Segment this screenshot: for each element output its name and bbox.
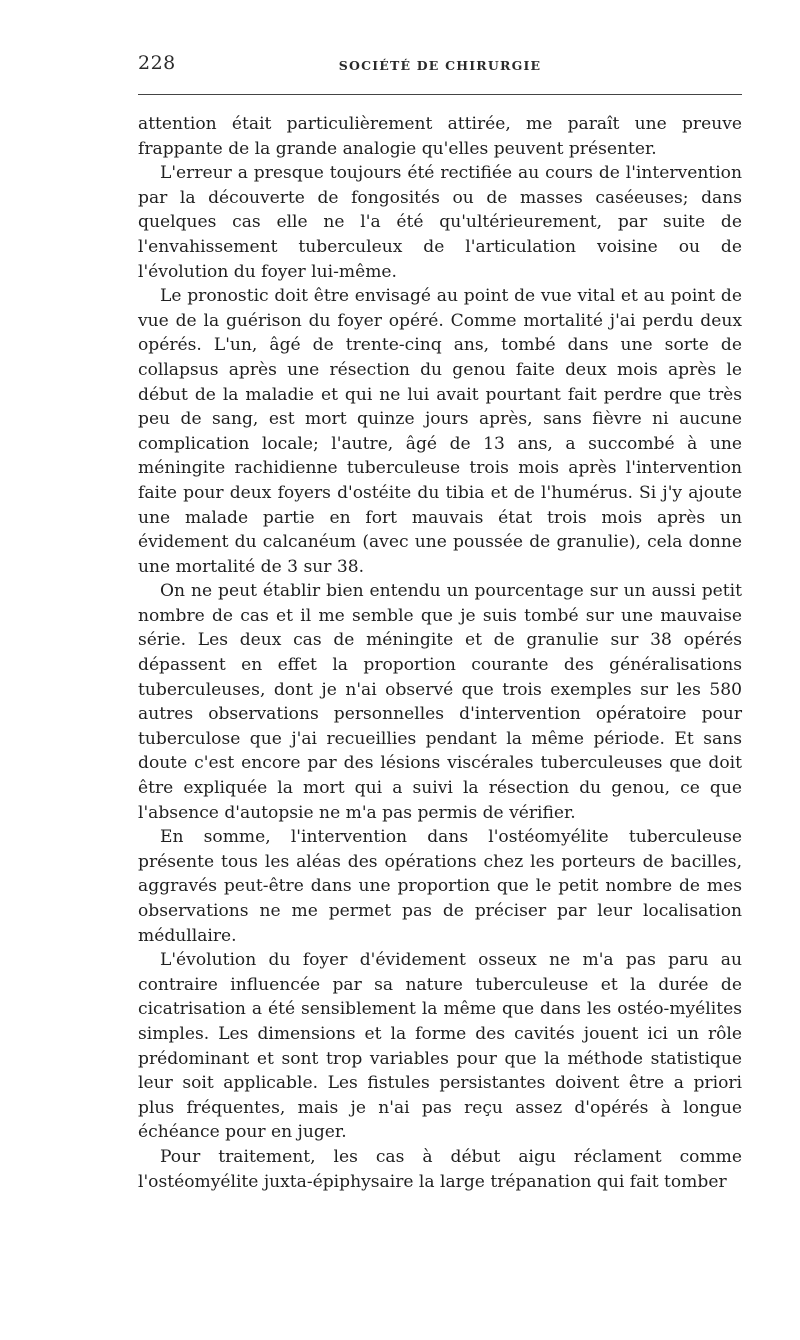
page-number: 228 [138, 52, 176, 74]
page-header [138, 52, 742, 82]
paragraph: Pour traitement, les cas à début aigu réclament comme l'ostéomyélite juxta-épiphysaire la large trépanation qui fait tomber [138, 1146, 742, 1192]
paragraph: En somme, l'intervention dans l'ostéomyélite tuberculeuse présente tous les aléas des opérations chez les porteurs de bacilles, aggravés peut-être dans une proportion que le petit nombre de mes observations ne me permet pas de préciser par leur localisation médullaire. [138, 827, 742, 946]
paragraph: On ne peut établir bien entendu un pourcentage sur un aussi petit nombre de cas et il me semble que je suis tombé sur une mauvaise série. Les deux cas de méningite et de granulie sur 38 opérés dépassent en effet la proportion courante des généralisations tuberculeuses, dont je n'ai observé que trois exemples sur les 580 autres observations personnelles d'intervention opératoire pour tuberculose que j'ai recueillies pendant la même période. Et sans doute c'est encore par des lésions viscérales tuberculeuses que doit être expliquée la mort qui a suivi la résection du genou, ce que l'absence d'autopsie ne m'a pas permis de vérifier. [138, 581, 742, 823]
running-title: SOCIÉTÉ DE CHIRURGIE [338, 58, 542, 73]
paragraph: L'erreur a presque toujours été rectifiée au cours de l'intervention par la découverte de fongosités ou de masses caséeuses; dans quelques cas elle ne l'a été qu'ultérieurement, par suite de l'envahissement tuberculeux de l'articulation voisine ou de l'évolution du foyer lui-même. [138, 163, 742, 282]
body-text [138, 112, 742, 1194]
paragraph: L'évolution du foyer d'évidement osseux ne m'a pas paru au contraire influencée par sa nature tuberculeuse et la durée de cicatrisation a été sensiblement la même que dans les ostéo-myélites simples. Les dimensions et la forme des cavités jouent ici un rôle prédominant et sont trop variables pour que la méthode statistique leur soit applicable. Les fistules persistantes doivent être a priori plus fréquentes, mais je n'ai pas reçu assez d'opérés à longue échéance pour en juger. [138, 950, 742, 1143]
paragraph: Le pronostic doit être envisagé au point de vue vital et au point de vue de la guérison du foyer opéré. Comme mortalité j'ai perdu deux opérés. L'un, âgé de trente-cinq ans, tombé dans une sorte de collapsus après une résection du genou faite deux mois après le début de la maladie et qui ne lui avait pourtant fait perdre que très peu de sang, est mort quinze jours après, sans fièvre ni aucune complication locale; l'autre, âgé de 13 ans, a succombé à une méningite rachidienne tuberculeuse trois mois après l'intervention faite pour deux foyers d'ostéite du tibia et de l'humérus. Si j'y ajoute une malade partie en fort mauvais état trois mois après un évidement du calcanéum (avec une poussée de granulie), cela donne une mortalité de 3 sur 38. [138, 286, 742, 577]
paragraph-continued: attention était particulièrement attirée, me paraît une preuve frappante de la grande analogie qu'elles peuvent présenter. [138, 114, 742, 159]
header-rule [138, 94, 742, 95]
